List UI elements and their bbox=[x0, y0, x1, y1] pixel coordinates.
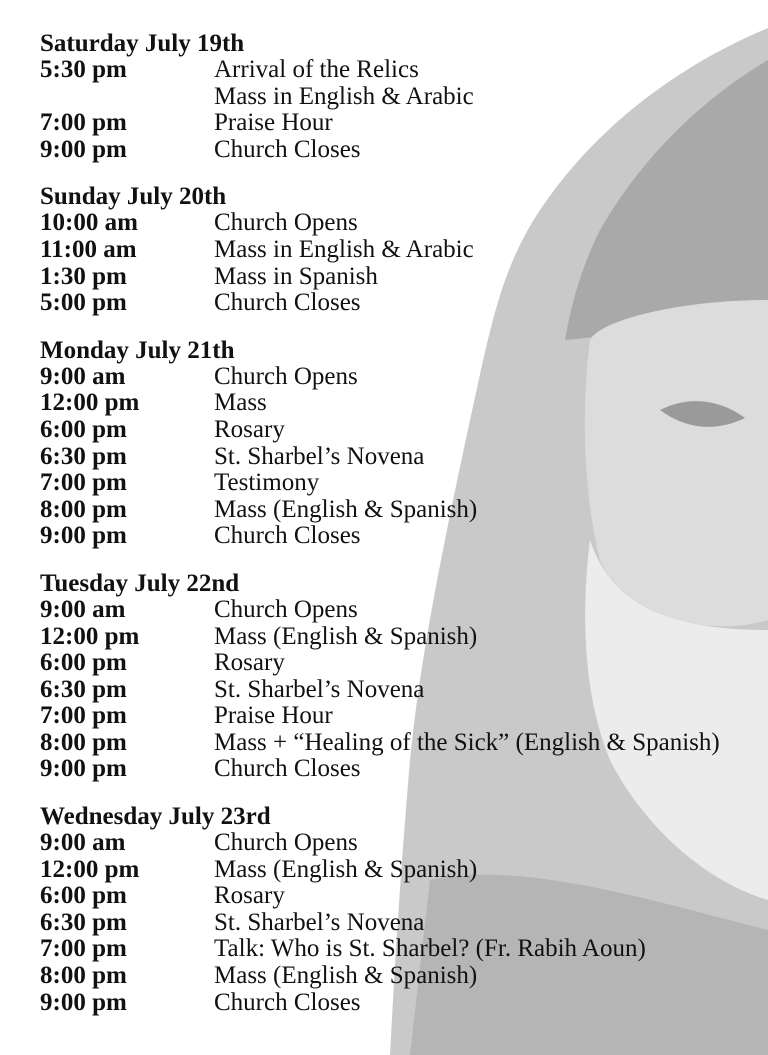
schedule-row bbox=[40, 990, 760, 1017]
event: Mass in English & Arabic bbox=[214, 235, 474, 263]
event: Church Closes bbox=[214, 988, 361, 1016]
day-title: Monday July 21th bbox=[40, 336, 235, 364]
schedule bbox=[40, 30, 760, 1036]
time: 9:00 pm bbox=[40, 755, 127, 783]
day-section bbox=[40, 803, 760, 1016]
schedule-row bbox=[40, 417, 760, 444]
time: 9:00 am bbox=[40, 829, 126, 857]
event: Church Opens bbox=[214, 829, 358, 857]
time: 9:00 am bbox=[40, 595, 126, 623]
time: 8:00 pm bbox=[40, 728, 127, 756]
event: Church Closes bbox=[214, 135, 361, 163]
event: Mass in Spanish bbox=[214, 262, 378, 290]
schedule-row bbox=[40, 730, 760, 757]
day-title: Tuesday July 22nd bbox=[40, 569, 240, 597]
event: Rosary bbox=[214, 882, 285, 910]
event: Church Closes bbox=[214, 289, 361, 317]
schedule-row bbox=[40, 290, 760, 317]
time: 7:00 pm bbox=[40, 109, 127, 137]
schedule-row bbox=[40, 857, 760, 884]
event: Mass (English & Spanish) bbox=[214, 622, 478, 650]
schedule-row bbox=[40, 910, 760, 937]
event: St. Sharbel’s Novena bbox=[214, 442, 425, 470]
event: St. Sharbel’s Novena bbox=[214, 675, 425, 703]
event: Arrival of the Relics bbox=[214, 56, 419, 83]
schedule-row bbox=[40, 756, 760, 783]
time: 9:00 pm bbox=[40, 522, 127, 550]
time: 7:00 pm bbox=[40, 702, 127, 730]
time: 6:30 pm bbox=[40, 442, 127, 470]
schedule-row bbox=[40, 364, 760, 391]
day-section bbox=[40, 570, 760, 783]
time: 8:00 pm bbox=[40, 962, 127, 990]
time: 6:00 pm bbox=[40, 415, 127, 443]
schedule-row bbox=[40, 523, 760, 550]
time: 7:00 pm bbox=[40, 935, 127, 963]
day-section bbox=[40, 183, 760, 316]
time: 5:30 pm bbox=[40, 56, 127, 83]
event: Church Closes bbox=[214, 522, 361, 550]
time: 5:00 pm bbox=[40, 289, 127, 317]
event: Mass (English & Spanish) bbox=[214, 855, 478, 883]
day-section bbox=[40, 337, 760, 550]
schedule-row bbox=[40, 57, 760, 84]
time: 10:00 am bbox=[40, 209, 138, 237]
day-title: Saturday July 19th bbox=[40, 30, 245, 57]
event: Church Opens bbox=[214, 209, 358, 237]
schedule-row bbox=[40, 497, 760, 524]
time: 6:00 pm bbox=[40, 649, 127, 677]
schedule-row bbox=[40, 237, 760, 264]
schedule-row bbox=[40, 963, 760, 990]
schedule-row bbox=[40, 677, 760, 704]
event: Testimony bbox=[214, 469, 320, 497]
time: 7:00 pm bbox=[40, 469, 127, 497]
schedule-row bbox=[40, 264, 760, 291]
time: 8:00 pm bbox=[40, 495, 127, 523]
event: Praise Hour bbox=[214, 702, 333, 730]
time: 12:00 pm bbox=[40, 389, 140, 417]
schedule-row bbox=[40, 210, 760, 237]
time: 9:00 am bbox=[40, 362, 126, 390]
time: 6:00 pm bbox=[40, 882, 127, 910]
schedule-row bbox=[40, 650, 760, 677]
event: St. Sharbel’s Novena bbox=[214, 908, 425, 936]
schedule-row bbox=[40, 597, 760, 624]
schedule-row bbox=[40, 444, 760, 471]
schedule-row bbox=[40, 84, 760, 111]
schedule-row bbox=[40, 936, 760, 963]
event: Mass bbox=[214, 389, 267, 417]
schedule-row bbox=[40, 830, 760, 857]
event: Mass (English & Spanish) bbox=[214, 495, 478, 523]
event: Mass + “Healing of the Sick” (English & Spanish) bbox=[214, 728, 720, 756]
schedule-row bbox=[40, 110, 760, 137]
time: 12:00 pm bbox=[40, 622, 140, 650]
day-title: Sunday July 20th bbox=[40, 183, 227, 211]
event: Church Opens bbox=[214, 595, 358, 623]
schedule-row bbox=[40, 883, 760, 910]
event: Praise Hour bbox=[214, 109, 333, 137]
schedule-row bbox=[40, 703, 760, 730]
time: 11:00 am bbox=[40, 235, 137, 263]
day-title: Wednesday July 23rd bbox=[40, 803, 271, 831]
event: Rosary bbox=[214, 649, 285, 677]
event: Mass (English & Spanish) bbox=[214, 962, 478, 990]
schedule-row bbox=[40, 390, 760, 417]
event: Mass in English & Arabic bbox=[214, 82, 474, 110]
event: Rosary bbox=[214, 415, 285, 443]
event: Church Closes bbox=[214, 755, 361, 783]
event: Church Opens bbox=[214, 362, 358, 390]
time: 6:30 pm bbox=[40, 675, 127, 703]
time bbox=[40, 84, 214, 111]
schedule-row bbox=[40, 470, 760, 497]
time: 6:30 pm bbox=[40, 908, 127, 936]
time: 1:30 pm bbox=[40, 262, 127, 290]
schedule-row bbox=[40, 137, 760, 164]
event: Talk: Who is St. Sharbel? (Fr. Rabih Aoun) bbox=[214, 935, 646, 963]
time: 9:00 pm bbox=[40, 135, 127, 163]
day-section bbox=[40, 30, 760, 163]
time: 9:00 pm bbox=[40, 988, 127, 1016]
schedule-row bbox=[40, 624, 760, 651]
time: 12:00 pm bbox=[40, 855, 140, 883]
